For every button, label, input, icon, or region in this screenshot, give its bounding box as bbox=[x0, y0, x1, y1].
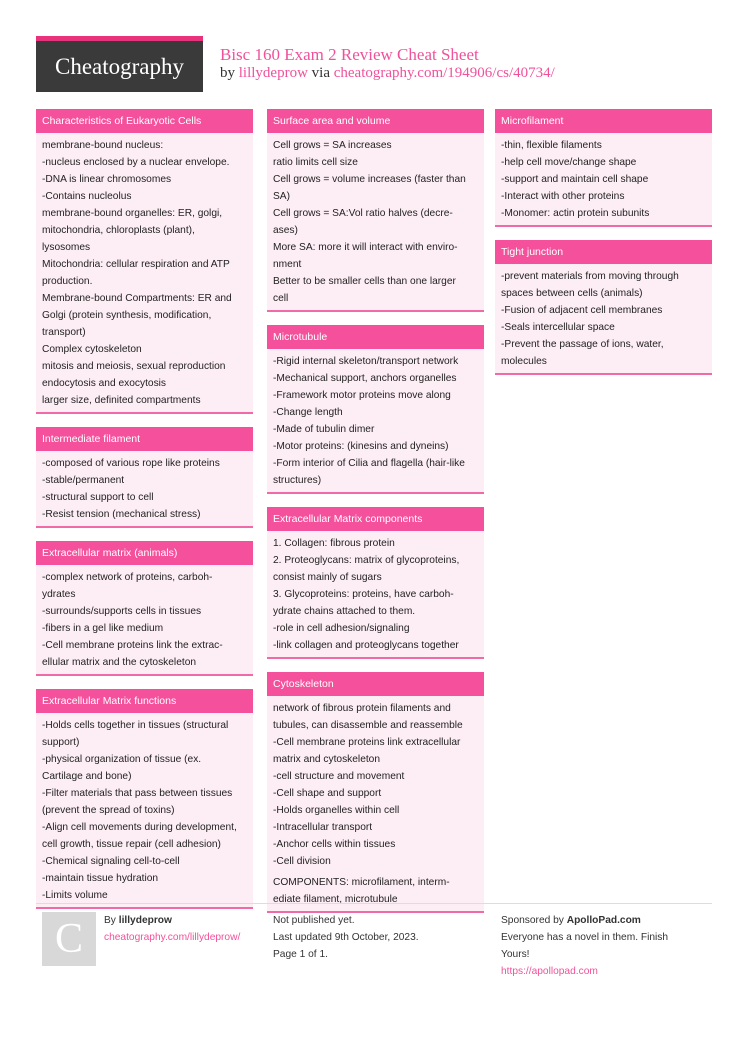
footer-by: By bbox=[104, 915, 116, 926]
section-line: spaces between cells (animals) bbox=[501, 288, 643, 299]
section-body bbox=[36, 565, 253, 674]
section-line: network of fibrous protein filaments and bbox=[273, 703, 451, 714]
section-header: Microtubule bbox=[267, 325, 484, 349]
section-line: -prevent materials from moving through bbox=[501, 271, 679, 282]
section-line: transport) bbox=[42, 327, 86, 338]
section-line: Cartilage and bone) bbox=[42, 771, 132, 782]
section-line: support) bbox=[42, 737, 80, 748]
section-line: Cell grows = volume increases (faster than bbox=[273, 174, 466, 185]
section-header: Surface area and volume bbox=[267, 109, 484, 133]
section-line: -Holds cells together in tissues (structural bbox=[42, 720, 229, 731]
section-line: cell growth, tissue repair (cell adhesion) bbox=[42, 839, 221, 850]
sponsor-text-2: Yours! bbox=[501, 949, 530, 960]
author-avatar[interactable]: C bbox=[42, 912, 96, 966]
section-line: -Rigid internal skeleton/transport network bbox=[273, 356, 459, 367]
section-line: Membrane-bound Compartments: ER and bbox=[42, 293, 232, 304]
section-body bbox=[495, 264, 712, 373]
section-line: -Made of tubulin dimer bbox=[273, 424, 375, 435]
section-line: -support and maintain cell shape bbox=[501, 174, 649, 185]
section-header: Cytoskeleton bbox=[267, 672, 484, 696]
section-line: lysosomes bbox=[42, 242, 91, 253]
section-line: 3. Glycoproteins: proteins, have carboh- bbox=[273, 589, 454, 600]
section-line: -Mechanical support, anchors organelles bbox=[273, 373, 457, 384]
section-microtubule bbox=[267, 325, 484, 494]
section-line: ediate filament, microtubule bbox=[273, 894, 398, 905]
section-line: -Anchor cells within tissues bbox=[273, 839, 396, 850]
section-line: ases) bbox=[273, 225, 298, 236]
section-body bbox=[267, 696, 484, 911]
section-line: -stable/permanent bbox=[42, 475, 125, 486]
section-line: Better to be smaller cells than one larger bbox=[273, 276, 456, 287]
section-body bbox=[495, 133, 712, 225]
section-line: ydrates bbox=[42, 589, 76, 600]
section-header: Characteristics of Eukaryotic Cells bbox=[36, 109, 253, 133]
section-cytoskeleton bbox=[267, 672, 484, 913]
section-line: membrane-bound organelles: ER, golgi, bbox=[42, 208, 223, 219]
last-updated: Last updated 9th October, 2023. bbox=[273, 932, 419, 943]
section-line: ydrate chains attached to them. bbox=[273, 606, 416, 617]
section-intermediate bbox=[36, 427, 253, 528]
footer-author bbox=[104, 912, 240, 946]
section-body bbox=[36, 713, 253, 907]
section-line: -composed of various rope like proteins bbox=[42, 458, 220, 469]
section-line: structures) bbox=[273, 475, 322, 486]
author-link[interactable]: lillydeprow bbox=[238, 65, 308, 81]
sponsor-name[interactable]: ApolloPad.com bbox=[566, 915, 641, 926]
section-line: membrane-bound nucleus: bbox=[42, 140, 164, 151]
section-line: molecules bbox=[501, 356, 547, 367]
section-body bbox=[36, 133, 253, 412]
section-line: -help cell move/change shape bbox=[501, 157, 637, 168]
section-line: -Interact with other proteins bbox=[501, 191, 625, 202]
section-line: larger size, definited compartments bbox=[42, 395, 201, 406]
section-body bbox=[267, 349, 484, 492]
section-line: -cell structure and movement bbox=[273, 771, 405, 782]
section-surface bbox=[267, 109, 484, 312]
section-line: Cell grows = SA:Vol ratio halves (decre- bbox=[273, 208, 453, 219]
section-line: -fibers in a gel like medium bbox=[42, 623, 164, 634]
section-line: More SA: more it will interact with enviro- bbox=[273, 242, 458, 253]
section-line: cell bbox=[273, 293, 289, 304]
section-line: -surrounds/supports cells in tissues bbox=[42, 606, 202, 617]
section-line: -Cell shape and support bbox=[273, 788, 382, 799]
page-title: Bisc 160 Exam 2 Review Cheat Sheet bbox=[220, 45, 479, 64]
section-body bbox=[36, 451, 253, 526]
section-line: -Fusion of adjacent cell membranes bbox=[501, 305, 663, 316]
section-line: production. bbox=[42, 276, 93, 287]
column-2 bbox=[267, 109, 484, 926]
footer-author-url[interactable]: cheatography.com/lillydeprow/ bbox=[104, 932, 241, 943]
section-line: -Chemical signaling cell-to-cell bbox=[42, 856, 180, 867]
section-line: -Framework motor proteins move along bbox=[273, 390, 451, 401]
section-header: Extracellular Matrix components bbox=[267, 507, 484, 531]
section-line: -link collagen and proteoglycans together bbox=[273, 640, 459, 651]
column-3 bbox=[495, 109, 712, 388]
section-line: -Seals intercellular space bbox=[501, 322, 615, 333]
section-line: -nucleus enclosed by a nuclear envelope. bbox=[42, 157, 230, 168]
section-line: SA) bbox=[273, 191, 290, 202]
section-line: Complex cytoskeleton bbox=[42, 344, 142, 355]
byline-by: by bbox=[220, 65, 235, 81]
footer bbox=[36, 903, 712, 977]
section-line: nment bbox=[273, 259, 302, 270]
page-number: Page 1 of 1. bbox=[273, 949, 328, 960]
section-header: Microfilament bbox=[495, 109, 712, 133]
section-line: -Change length bbox=[273, 407, 343, 418]
sponsored-by: Sponsored by bbox=[501, 915, 564, 926]
sponsor-url[interactable]: https://apollopad.com bbox=[501, 966, 598, 977]
section-line: -Contains nucleolus bbox=[42, 191, 132, 202]
section-line: -maintain tissue hydration bbox=[42, 873, 159, 884]
section-ecm-components bbox=[267, 507, 484, 659]
section-line: -Filter materials that pass between tissues bbox=[42, 788, 233, 799]
section-line: (prevent the spread of toxins) bbox=[42, 805, 175, 816]
section-line: ellular matrix and the cytoskeleton bbox=[42, 657, 197, 668]
section-line: -role in cell adhesion/signaling bbox=[273, 623, 410, 634]
section-body bbox=[267, 133, 484, 310]
section-line: mitosis and meiosis, sexual reproduction bbox=[42, 361, 226, 372]
footer-meta bbox=[273, 912, 419, 963]
section-ecm-functions bbox=[36, 689, 253, 909]
footer-sponsor bbox=[501, 912, 701, 980]
section-line: 2. Proteoglycans: matrix of glycoproteins, bbox=[273, 555, 460, 566]
section-line: -thin, flexible filaments bbox=[501, 140, 602, 151]
section-header: Extracellular matrix (animals) bbox=[36, 541, 253, 565]
section-line: -structural support to cell bbox=[42, 492, 154, 503]
section-line: Golgi (protein synthesis, modification, bbox=[42, 310, 212, 321]
column-1 bbox=[36, 109, 253, 922]
section-header: Tight junction bbox=[495, 240, 712, 264]
section-line: -Holds organelles within cell bbox=[273, 805, 400, 816]
section-line: tubules, can disassemble and reassemble bbox=[273, 720, 463, 731]
section-line: -DNA is linear chromosomes bbox=[42, 174, 172, 185]
section-line: COMPONENTS: microfilament, interm- bbox=[273, 877, 450, 888]
footer-author-name[interactable]: lillydeprow bbox=[118, 915, 172, 926]
section-line: Mitochondria: cellular respiration and ATP bbox=[42, 259, 230, 270]
section-line: consist mainly of sugars bbox=[273, 572, 382, 583]
section-line: endocytosis and exocytosis bbox=[42, 378, 167, 389]
section-line: -Cell membrane proteins link the extrac- bbox=[42, 640, 223, 651]
section-line: -Prevent the passage of ions, water, bbox=[501, 339, 664, 350]
section-line: -Cell division bbox=[273, 856, 331, 867]
byline bbox=[220, 65, 555, 82]
sponsor-text-1: Everyone has a novel in them. Finish bbox=[501, 932, 669, 943]
section-line: -Form interior of Cilia and flagella (hair-like bbox=[273, 458, 465, 469]
byline-via: via bbox=[311, 65, 330, 81]
section-header: Extracellular Matrix functions bbox=[36, 689, 253, 713]
section-line: Cell grows = SA increases bbox=[273, 140, 392, 151]
section-line: -Limits volume bbox=[42, 890, 108, 901]
section-line: matrix and cytoskeleton bbox=[273, 754, 381, 765]
section-line: -Cell membrane proteins link extracellular bbox=[273, 737, 461, 748]
section-line: -complex network of proteins, carboh- bbox=[42, 572, 213, 583]
section-line: mitochondria, chloroplasts (plant), bbox=[42, 225, 195, 236]
section-line: -Motor proteins: (kinesins and dyneins) bbox=[273, 441, 449, 452]
section-line: -Align cell movements during development, bbox=[42, 822, 237, 833]
section-microfilament bbox=[495, 109, 712, 227]
section-line: 1. Collagen: fibrous protein bbox=[273, 538, 395, 549]
section-tight bbox=[495, 240, 712, 375]
section-eukaryotic bbox=[36, 109, 253, 414]
section-line: -Intracellular transport bbox=[273, 822, 373, 833]
published-status: Not published yet. bbox=[273, 915, 355, 926]
section-ecm-animals bbox=[36, 541, 253, 676]
cheatography-logo[interactable]: Cheatography bbox=[36, 36, 203, 92]
section-header: Intermediate filament bbox=[36, 427, 253, 451]
section-line: -physical organization of tissue (ex. bbox=[42, 754, 202, 765]
section-line: ratio limits cell size bbox=[273, 157, 358, 168]
section-body bbox=[267, 531, 484, 657]
sheet-url-link[interactable]: cheatography.com/194906/cs/40734/ bbox=[333, 65, 555, 81]
section-line: -Monomer: actin protein subunits bbox=[501, 208, 650, 219]
section-line: -Resist tension (mechanical stress) bbox=[42, 509, 201, 520]
